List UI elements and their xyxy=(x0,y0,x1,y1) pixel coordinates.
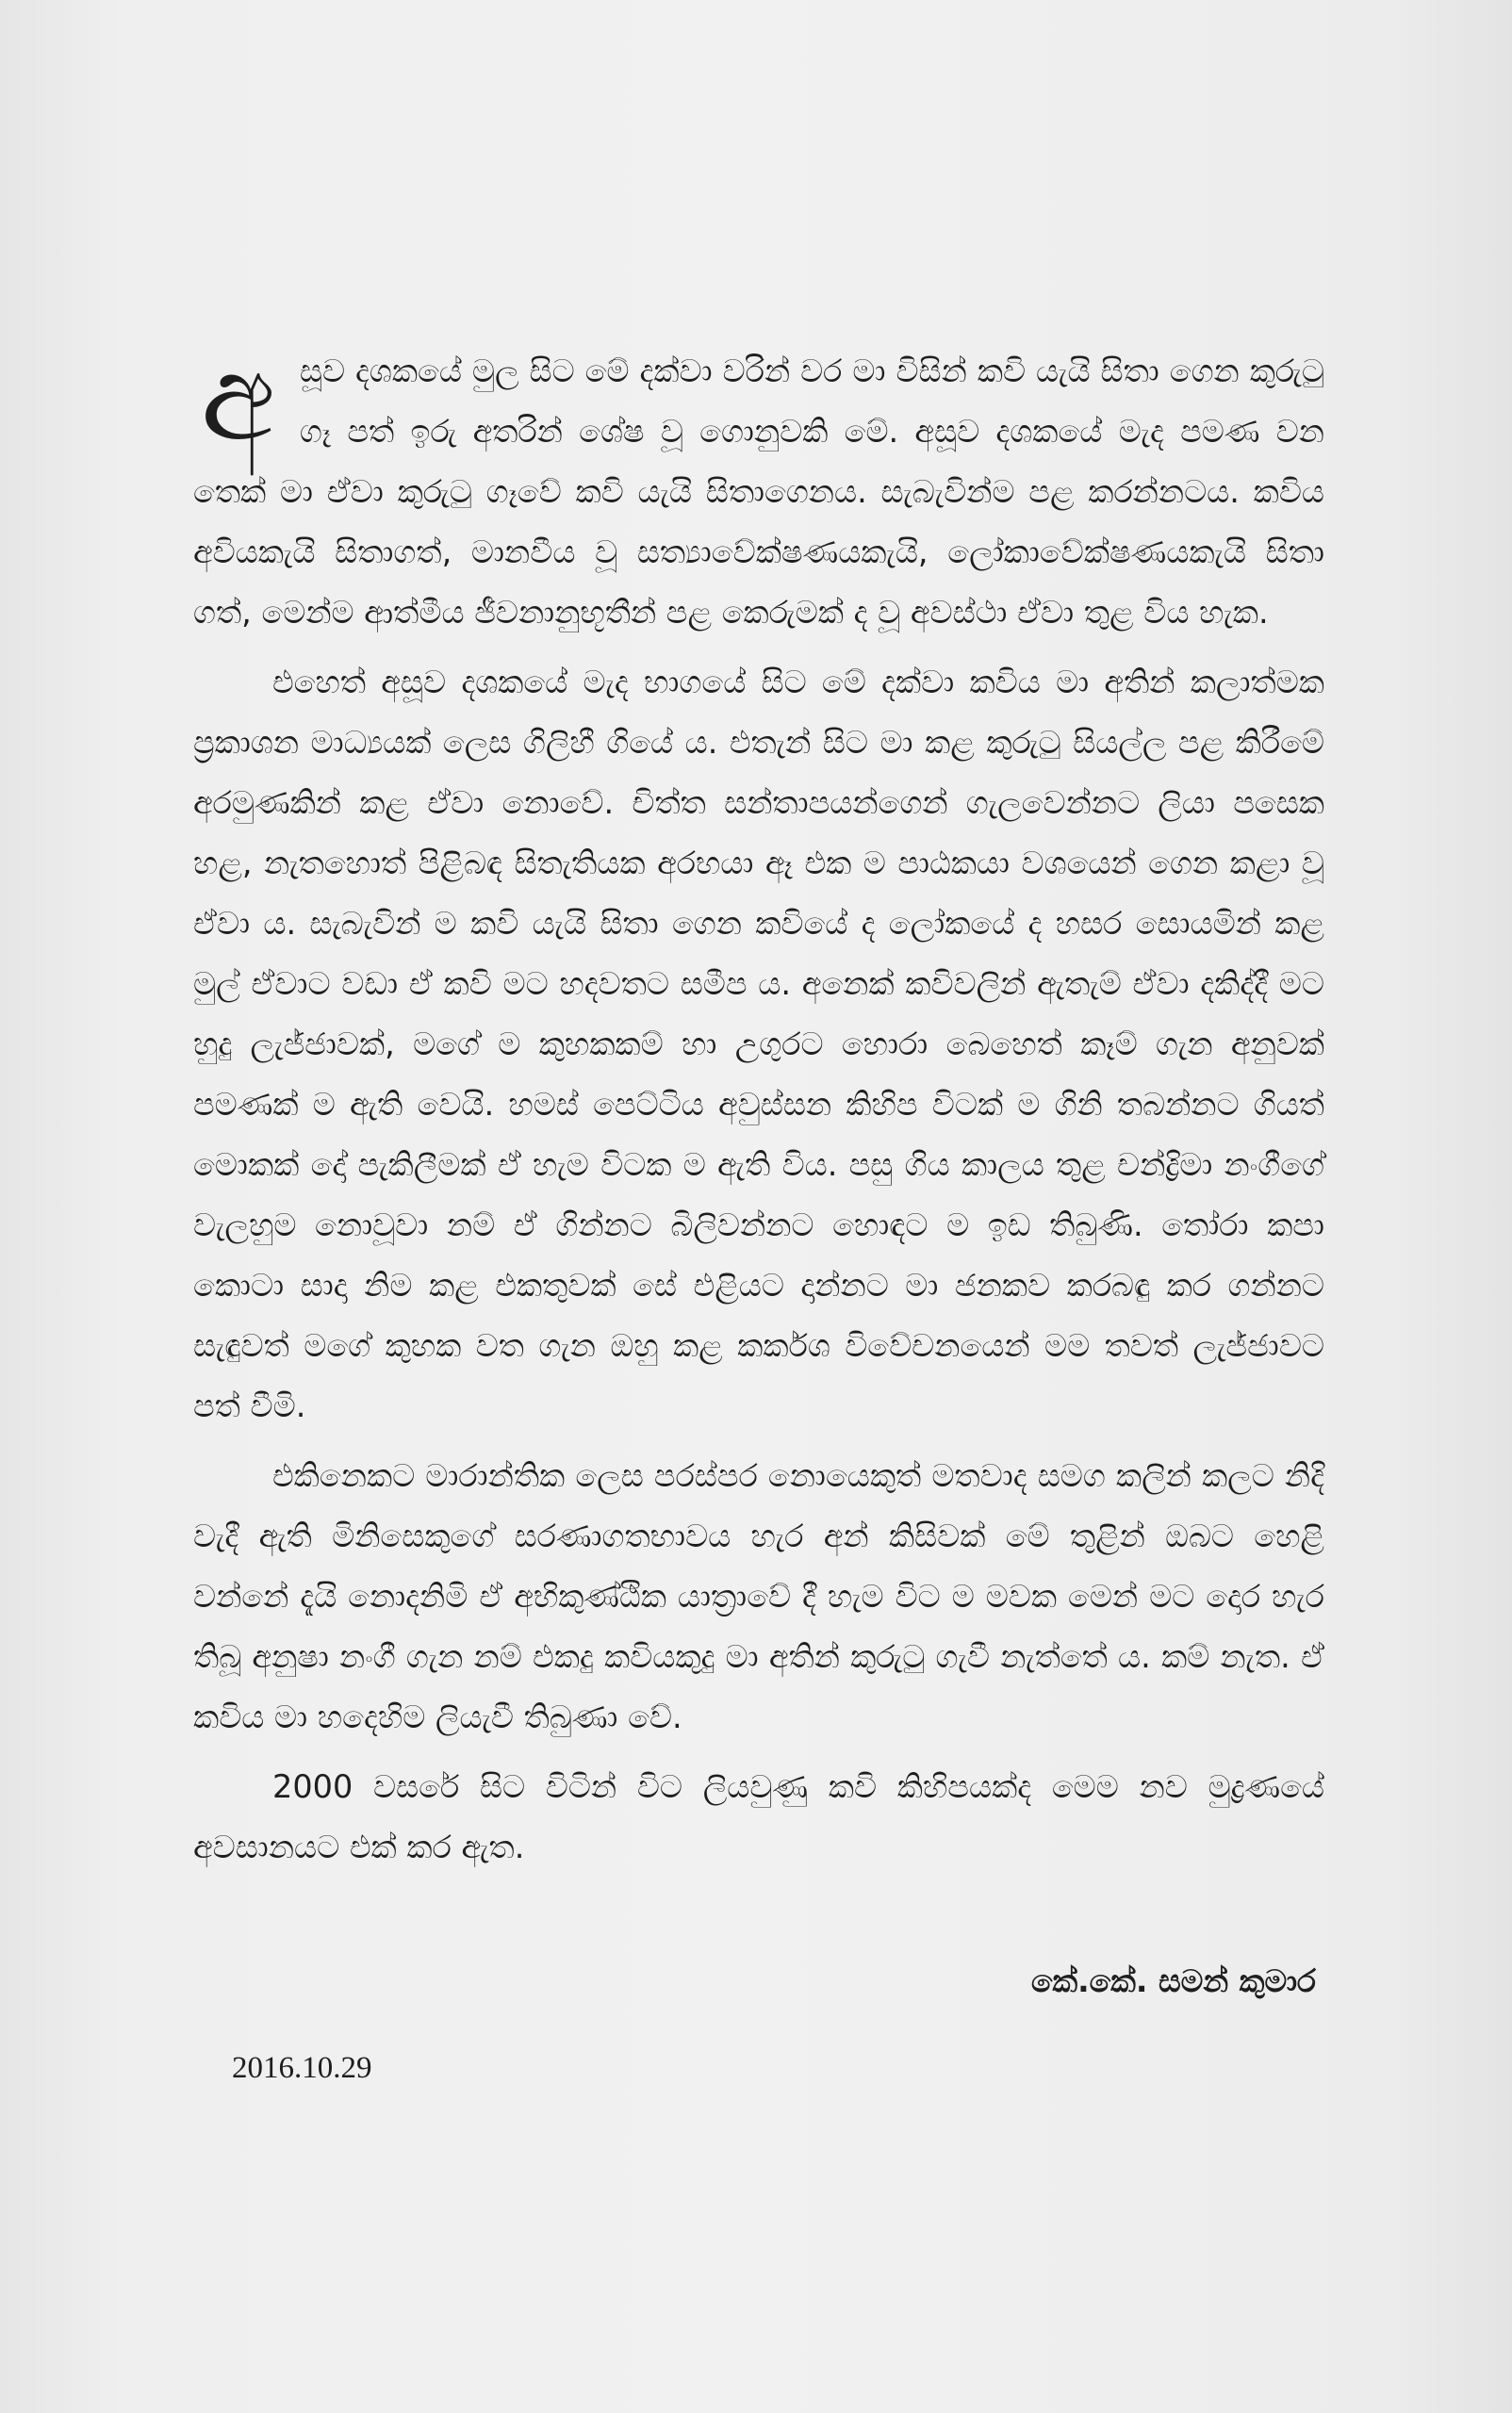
author-signature: කේ.කේ. සමන් කුමාර xyxy=(1030,1962,1316,1999)
paragraph-3: එකිනෙකට මාරාන්තික ලෙස පරස්පර නොයෙකුත් මතවාද සමග කලින් කලට නිදි වැදී ඇති මිනිසෙකුගේ සරණාගතභාවය හැර අන් කිසිවක් මේ තුළින් ඔබට හෙළි වන්නේ දැයි නොදනිමි ඒ අභිකුණ්ඨික යාත්‍රාවේ දී හැම විට ම මවක මෙන් මට දොර හැර තිබූ අනුෂා නංගී ගැන නම් එකදු කවියකුදු මා අතින් කුරුටු ගැවී නැත්තේ ය. කම් නැත. ඒ කවිය මා හදෙහිම ලියැවී තිබුණා වේ. xyxy=(193,1457,1324,1735)
paragraph-4: 2000 වසරේ සිට විටින් විට ලියවුණු කවි කිහිපයක්ද මෙම නව මුද්‍රණයේ අවසානයට එක් කර ඇත. xyxy=(193,1768,1324,1865)
drop-cap-letter: අ xyxy=(201,328,275,468)
preface-body xyxy=(193,328,1324,1887)
paragraph-1-text: සූව දශකයේ මුල සිට මේ දක්වා වරින් වර මා විසින් කවි යැයි සිතා ගෙන කුරුටු ගෑ පත් ඉරු අතරින් ශේෂ වූ ගොනුවකි මේ. අසූව දශකයේ මැද පමණ වන තෙක් මා ඒවා කුරුටු ගෑවේ කවි යැයි සිතාගෙනය. සැබැවින්ම පළ කරන්නටය. කවිය අවියකැයි සිතාගත්, මානවීය වූ සත්‍යාවේක්ෂණයකැයි, ලෝකාවේක්ෂණයකැයි සිතා ගත්, මෙන්ම ආත්මීය ජීවනානුභූතීන් පළ කෙරුමක් ද වූ අවස්ථා ඒවා තුළ විය හැක. xyxy=(193,353,1324,631)
paragraph-2: එහෙත් අසූව දශකයේ මැද භාගයේ සිට මේ දක්වා කවිය මා අතින් කලාත්මක ප්‍රකාශන මාධ්‍යයක් ලෙස ගිලිහී ගියේ ය. එතැන් සිට මා කළ කුරුටු සියල්ල පළ කිරීමේ අරමුණකින් කළ ඒවා නොවේ. චිත්ත සන්තාපයන්ගෙන් ගැලවෙන්නට ලියා පසෙක හළ, නැතහොත් පිළිබඳ සිතැතියක අරභයා ඈ එක ම පාඨකයා වශයෙන් ගෙන කළා වූ ඒවා ය. සැබැවින් ම කවි යැයි සිතා ගෙන කවියේ ද ලෝකයේ ද හසර සොයමින් කළ මුල් ඒවාට වඩා ඒ කවි මට හදවතට සමීප ය. අනෙක් කවිවලින් ඇතැම් ඒවා දකිද්දී මට හුදු ලැජ්ජාවක්, මගේ ම කුහකකම් හා උගුරට හොරා බෙහෙත් කෑම් ගැන අනුවක් පමණක් ම ඇති වෙයි. හමස් පෙට්ටිය අවුස්සන කිහිප විටක් ම ගිනි තබන්නට ගියත් මොකක් දෝ පැකිලීමක් ඒ හැම විටක ම ඇති විය. පසු ගිය කාලය තුළ චන්ද්‍රිමා නංගීගේ වැලහුම නොවූවා නම් ඒ ගින්නට බිලිවන්නට හොඳට ම ඉඩ තිබුණි. තෝරා කපා කොටා සාදා නිම කළ එකතුවක් සේ එළියට දාන්නට මා ජනකව කරබඳු කර ගන්නට සැඳුවත් මගේ කුහක වත ගැන ඔහු කළ කර්කශ විවේචනයෙන් මම තවත් ලැජ්ජාවට පත් වීමි. xyxy=(193,664,1324,1424)
paragraph-1 xyxy=(193,328,1324,643)
preface-date: 2016.10.29 xyxy=(232,2051,372,2085)
